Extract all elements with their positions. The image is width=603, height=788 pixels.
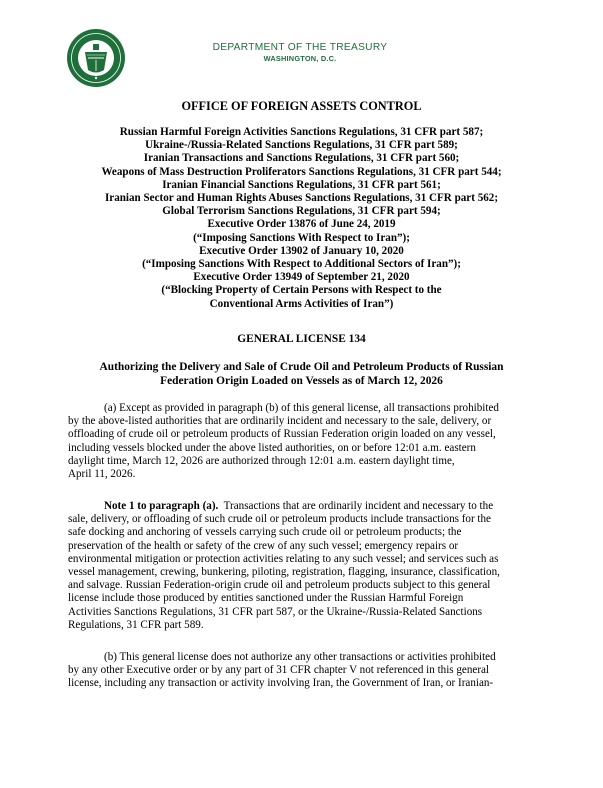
- paragraph-line: (a) Except as provided in paragraph (b) of this general license, all transactions prohibited: [104, 402, 499, 414]
- authority-line: Iranian Transactions and Sanctions Regulations, 31 CFR part 560;: [143, 152, 460, 165]
- paragraph-line: preservation of the health or safety of the crew of any such vessel; emergency repairs or: [68, 539, 459, 552]
- authority-line: Executive Order 13876 of June 24, 2019: [207, 218, 396, 231]
- authority-line: (“Blocking Property of Certain Persons with Respect to the: [161, 284, 442, 297]
- authority-line: (“Imposing Sanctions With Respect to Iran”);: [193, 231, 410, 244]
- note-1: [68, 500, 538, 632]
- title-line: Authorizing the Delivery and Sale of Crude Oil and Petroleum Products of Russian: [99, 361, 504, 373]
- authority-line: Executive Order 13902 of January 10, 2020: [199, 244, 404, 257]
- authority-line: Weapons of Mass Destruction Proliferators Sanctions Regulations, 31 CFR part 544;: [101, 165, 502, 178]
- paragraph-line: by the above-listed authorities that are ordinarily incident and necessary to the sale, delivery, or: [68, 415, 492, 428]
- paragraph-line: license, including any transaction or activity involving Iran, the Government of Iran, or Iranian-: [68, 677, 494, 690]
- treasury-seal-logo: [66, 28, 126, 88]
- authority-line: Executive Order 13949 of September 21, 2020: [193, 271, 410, 284]
- paragraph-line: environmental mitigation or protection activities relating to any such vessel; and services such as: [68, 552, 499, 565]
- office-heading: OFFICE OF FOREIGN ASSETS CONTROL: [181, 99, 422, 113]
- letterhead: [200, 42, 400, 63]
- paragraph-line: including vessels blocked under the above listed authorities, on or before 12:01 a.m. eastern: [68, 441, 476, 454]
- authority-line: Iranian Financial Sanctions Regulations, 31 CFR part 561;: [162, 178, 441, 191]
- note-label: Note 1 to paragraph (a).: [104, 500, 219, 512]
- paragraph-line: April 11, 2026.: [68, 468, 136, 481]
- authority-line: Global Terrorism Sanctions Regulations, 31 CFR part 594;: [162, 205, 441, 218]
- authority-line: Russian Harmful Foreign Activities Sanctions Regulations, 31 CFR part 587;: [119, 126, 484, 138]
- department-city: WASHINGTON, D.C.: [263, 54, 337, 63]
- authority-line: Ukraine-/Russia-Related Sanctions Regulations, 31 CFR part 589;: [145, 139, 458, 152]
- paragraph-b: [68, 651, 538, 691]
- paragraph-line: daylight time, March 12, 2026 are authorized through 12:01 a.m. eastern daylight time,: [68, 454, 455, 467]
- paragraph-line: and salvage. Russian Federation-origin crude oil and petroleum products subject to this general: [68, 579, 491, 592]
- paragraph-line: license include those produced by entities sanctioned under the Russian Harmful Foreign: [68, 592, 464, 605]
- note-first-line: [68, 500, 538, 513]
- paragraph-line: (b) This general license does not authorize any other transactions or activities prohibited: [104, 651, 496, 663]
- paragraph-line: offloading of crude oil or petroleum products of Russian Federation origin loaded on any vessel,: [68, 428, 496, 441]
- title-line: Federation Origin Loaded on Vessels as of March 12, 2026: [160, 374, 443, 387]
- authority-line: Iranian Sector and Human Rights Abuses Sanctions Regulations, 31 CFR part 562;: [104, 192, 499, 205]
- paragraph-line: sale, delivery, or offloading of such crude oil or petroleum products include transactions for the: [68, 513, 491, 526]
- paragraph-line: by any other Executive order or by any part of 31 CFR chapter V not referenced in this general: [68, 664, 490, 677]
- paragraph-line: Activities Sanctions Regulations, 31 CFR part 587, or the Ukraine-/Russia-Related Sanctions: [68, 605, 483, 618]
- paragraph-a: [68, 402, 538, 481]
- general-license-number: GENERAL LICENSE 134: [237, 333, 366, 345]
- note-first-line-text: Transactions that are ordinarily incident and necessary to the: [218, 500, 494, 512]
- authorities-list: [0, 126, 603, 311]
- general-license-title: [0, 361, 603, 388]
- department-name: DEPARTMENT OF THE TREASURY: [212, 42, 388, 53]
- paragraph-line: vessel management, crewing, bunkering, piloting, registration, flagging, insurance, classification,: [68, 566, 500, 579]
- authority-line: Conventional Arms Activities of Iran”): [209, 297, 394, 310]
- paragraph-line: Regulations, 31 CFR part 589.: [68, 618, 204, 631]
- paragraph-line: safe docking and anchoring of vessels carrying such crude oil or petroleum products; the: [68, 526, 462, 539]
- authority-line: (“Imposing Sanctions With Respect to Additional Sectors of Iran”);: [142, 258, 461, 271]
